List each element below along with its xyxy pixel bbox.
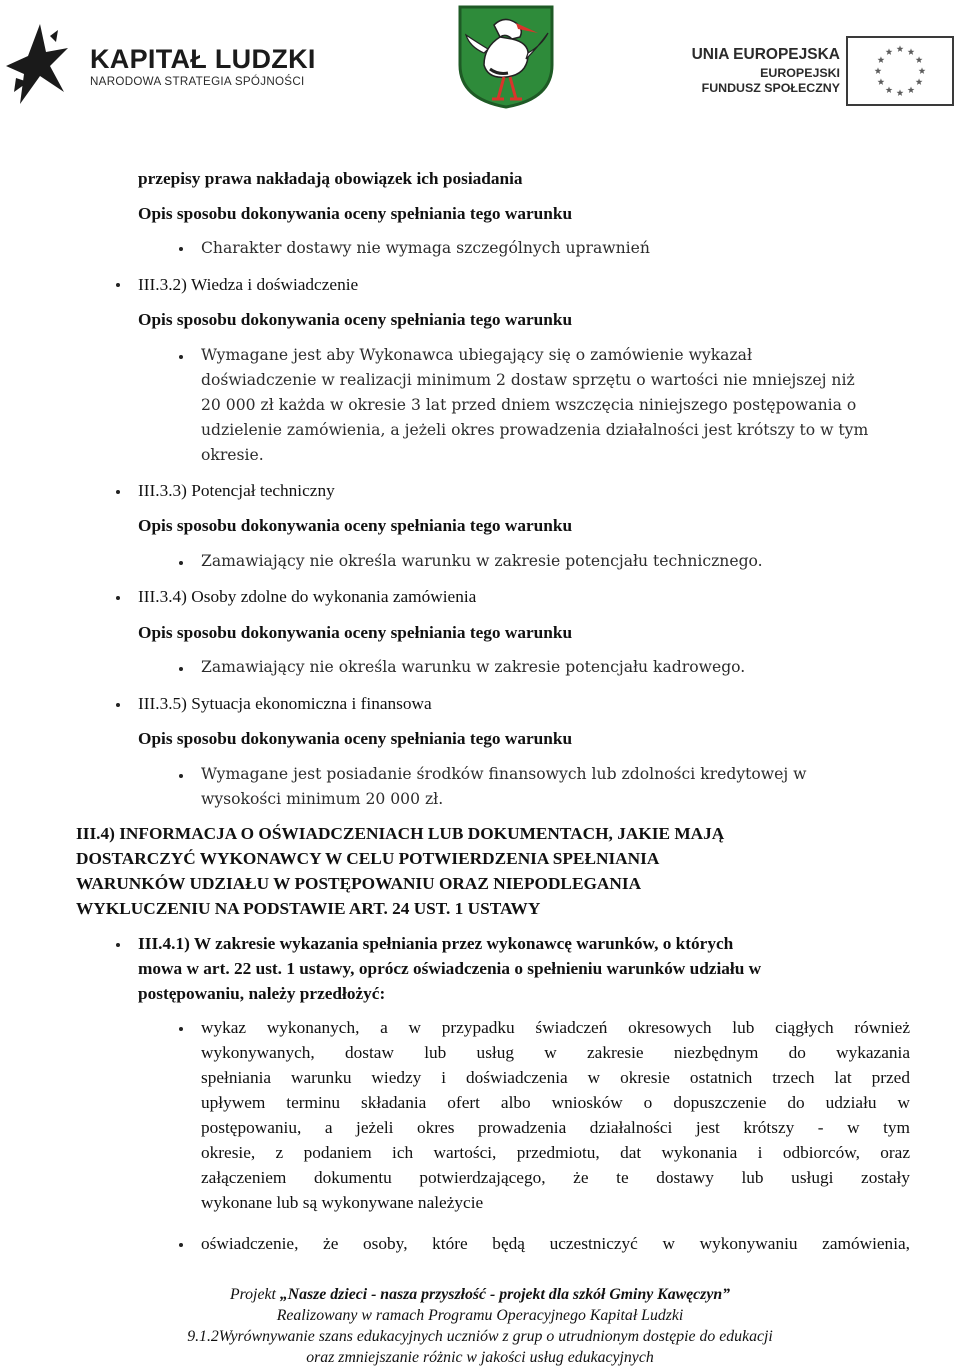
experience-line-5: okresie. (201, 446, 264, 464)
stork-coat-of-arms-icon (454, 3, 558, 109)
bullet-icon (116, 703, 120, 707)
statement-line: oświadczenie, że osoby, które będą uczestniczyć w wykonywaniu zamówienia, (201, 1234, 910, 1253)
works-list-line: załączeniem dokumentu potwierdzającego, że te dostawy lub usługi zostały (201, 1168, 910, 1187)
eu-fund-line2: FUNDUSZ SPOŁECZNY (701, 81, 840, 95)
kapital-ludzki-subtitle: NARODOWA STRATEGIA SPÓJNOŚCI (90, 75, 305, 88)
personnel-condition-text: Zamawiający nie określa warunku w zakresie potencjału kadrowego. (201, 658, 746, 676)
footer-project-prefix: Projekt (229, 1286, 280, 1303)
documents-intro-line-3: postępowaniu, należy przedłożyć: (138, 984, 386, 1003)
section-heading-personnel: III.3.4) Osoby zdolne do wykonania zamówienia (138, 587, 477, 606)
bullet-icon (179, 774, 183, 778)
section-heading-documents-3: WARUNKÓW UDZIAŁU W POSTĘPOWANIU ORAZ NIEPODLEGANIA (76, 874, 642, 893)
eu-social-fund-logo (691, 36, 956, 106)
footer-project-line (0, 1284, 960, 1305)
eu-stars-flag-icon (846, 36, 954, 106)
bullet-icon (116, 943, 120, 947)
bullet-icon (179, 667, 183, 671)
works-list-line: spełniania warunku wiedzy i doświadczenia w okresie ostatnich trzech lat przed (201, 1068, 910, 1087)
legal-requirement-line: przepisy prawa nakładają obowiązek ich posiadania (138, 169, 523, 188)
works-list-line: postępowaniu, a jeżeli okres prowadzenia działalności jest krótszy - w tym (201, 1118, 910, 1137)
economic-line-1: Wymagane jest posiadanie środków finansowych lub zdolności kredytowej w (201, 765, 807, 783)
works-list-line: okresie, z podaniem ich wartości, przedmiotu, dat wykonania i odbiorców, oraz (201, 1143, 910, 1162)
bullet-icon (179, 1027, 183, 1031)
footer-measure-line-2: oraz zmniejszanie różnic w jakości usług edukacyjnych (306, 1349, 654, 1366)
section-heading-documents-1: III.4) INFORMACJA O OŚWIADCZENIACH LUB DOKUMENTACH, JAKIE MAJĄ (76, 824, 725, 843)
experience-line-3: 20 000 zł każda w okresie 3 lat przed dniem wszczęcia niniejszego postępowania o (201, 396, 857, 414)
assessment-heading: Opis sposobu dokonywania oceny spełniania tego warunku (138, 204, 573, 223)
section-heading-economic: III.3.5) Sytuacja ekonomiczna i finansowa (138, 694, 432, 713)
kapital-ludzki-star-logo-icon (6, 22, 70, 106)
footer-measure-line: 9.1.2Wyrównywanie szans edukacyjnych uczniów z grup o utrudnionym dostępie do edukacji (187, 1328, 773, 1345)
kapital-ludzki-logo (6, 22, 316, 106)
experience-line-1: Wymagane jest aby Wykonawca ubiegający się o zamówienie wykazał (201, 346, 753, 364)
works-list-line: wykonane lub są wykonywane należycie (201, 1193, 484, 1212)
section-heading-documents-2: DOSTARCZYĆ WYKONAWCY W CELU POTWIERDZENIA SPEŁNIANIA (76, 849, 660, 868)
section-heading-technical: III.3.3) Potencjał techniczny (138, 481, 335, 500)
section-heading-knowledge: III.3.2) Wiedza i doświadczenie (138, 275, 359, 294)
condition-text: Charakter dostawy nie wymaga szczególnych uprawnień (201, 239, 650, 257)
page-footer (0, 1284, 960, 1368)
footer-project-title: „Nasze dzieci - nasza przyszłość - projekt dla szkół Gminy Kawęczyn” (279, 1286, 731, 1303)
page-header (0, 0, 960, 112)
bullet-icon (179, 355, 183, 359)
experience-line-4: udzielenie zamówienia, a jeżeli okres prowadzenia działalności jest krótszy to w tym (201, 421, 869, 439)
works-list-paragraph (201, 1015, 910, 1215)
bullet-icon (179, 561, 183, 565)
section-heading-documents-4: WYKLUCZENIU NA PODSTAWIE ART. 24 UST. 1 USTAWY (76, 899, 541, 918)
documents-intro-line-1: III.4.1) W zakresie wykazania spełniania przez wykonawcę warunków, o których (138, 934, 734, 953)
experience-line-2: doświadczenie w realizacji minimum 2 dostaw sprzętu o wartości nie mniejszej niż (201, 371, 855, 389)
footer-program-line: Realizowany w ramach Programu Operacyjnego Kapitał Ludzki (276, 1307, 684, 1324)
bullet-icon (179, 1243, 183, 1247)
bullet-icon (179, 247, 183, 251)
economic-line-2: wysokości minimum 20 000 zł. (201, 790, 444, 808)
technical-condition-text: Zamawiający nie określa warunku w zakresie potencjału technicznego. (201, 552, 763, 570)
works-list-line: wykonywanych, dostaw lub usług w zakresie niezbędnym do wykazania (201, 1043, 910, 1062)
assessment-heading: Opis sposobu dokonywania oceny spełniania tego warunku (138, 516, 573, 535)
eu-fund-line1: EUROPEJSKI (760, 66, 840, 80)
kapital-ludzki-title: KAPITAŁ LUDZKI (90, 44, 316, 74)
bullet-icon (116, 596, 120, 600)
works-list-line: wykaz wykonanych, a w przypadku świadczeń okresowych lub ciągłych również (201, 1018, 910, 1037)
statement-paragraph (201, 1231, 910, 1256)
bullet-icon (116, 490, 120, 494)
works-list-line: upływem terminu składania ofert albo wniosków o dopuszczenie do udziału w (201, 1093, 910, 1112)
assessment-heading: Opis sposobu dokonywania oceny spełniania tego warunku (138, 623, 573, 642)
eu-title: UNIA EUROPEJSKA (691, 46, 840, 63)
assessment-heading: Opis sposobu dokonywania oceny spełniania tego warunku (138, 310, 573, 329)
bullet-icon (116, 283, 120, 287)
documents-intro-line-2: mowa w art. 22 ust. 1 ustawy, oprócz oświadczenia o spełnieniu warunków udziału w (138, 959, 762, 978)
assessment-heading: Opis sposobu dokonywania oceny spełniania tego warunku (138, 729, 573, 748)
